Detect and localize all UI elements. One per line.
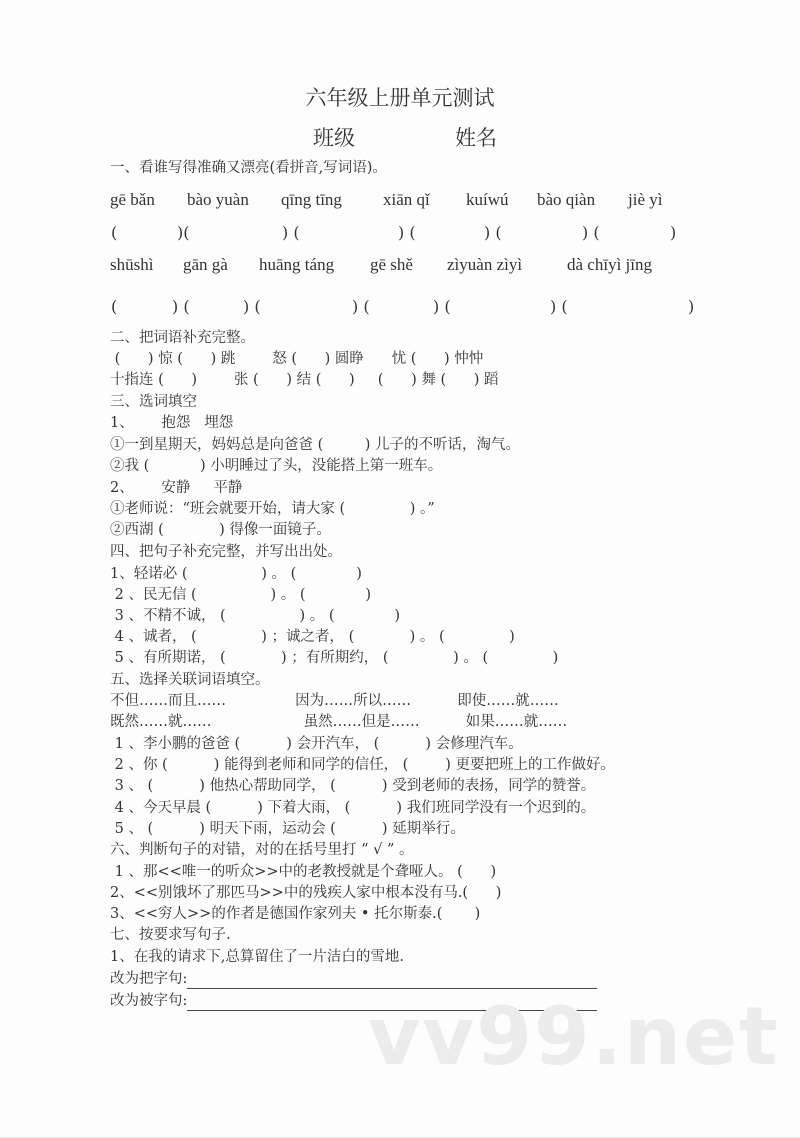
question: 3 、 ( ) 他热心帮助同学， ( ) 受到老师的表扬，同学的赞誉。 <box>110 778 596 794</box>
question: ①一到星期天，妈妈总是向爸爸 ( ) 儿子的不听话，淘气。 <box>110 437 521 453</box>
answer-paren: ) <box>670 223 677 242</box>
pinyin: gān gà <box>183 255 228 274</box>
section-5-heading: 五、选择关联词语填空。 <box>110 672 270 688</box>
question: 2 、民无信 ( ) 。 ( ) <box>110 587 372 603</box>
ba-label: 改为把字句: <box>110 971 188 987</box>
name-label: 姓名 <box>455 126 497 150</box>
watermark: vv99.net <box>368 990 780 1083</box>
section-3-heading: 三、选词填空 <box>110 394 197 410</box>
section-7-heading: 七、按要求写句子. <box>110 927 231 943</box>
answer-paren: ( <box>111 223 118 242</box>
pinyin: shūshì <box>110 255 154 274</box>
answer-paren: ) ( <box>172 297 190 316</box>
pinyin: bào yuàn <box>187 190 249 209</box>
answer-paren: ) ( <box>433 297 451 316</box>
question: ①老师说：“班会就要开始，请大家 ( ) 。” <box>110 501 435 517</box>
section-2-heading: 二、把词语补充完整。 <box>110 330 255 346</box>
section-4-heading: 四、把句子补充完整，并写出出处。 <box>110 544 342 560</box>
answer-paren: ) ( <box>398 223 416 242</box>
pinyin: dà chīyì jīng <box>567 255 652 274</box>
question: ②西湖 ( ) 得像一面镜子。 <box>110 522 331 538</box>
ba-sentence-row <box>110 969 597 989</box>
answer-paren: ) ( <box>282 223 300 242</box>
question: 1 、那<<唯一的听众>>中的老教授就是个聋哑人。 ( ) <box>110 864 497 880</box>
fill-line: 十指连 ( ) 张 ( ) 结 ( ) ( ) 舞 ( ) 蹈 <box>110 372 499 388</box>
class-label: 班级 <box>313 126 355 150</box>
pinyin: huāng táng <box>259 255 335 274</box>
answer-paren: ) ( <box>484 223 502 242</box>
question: ②我 ( ) 小明睡过了头，没能搭上第一班车。 <box>110 458 443 474</box>
answer-paren: ( <box>111 297 118 316</box>
question: 2 、你 ( ) 能得到老师和同学的信任， ( ) 更要把班上的工作做好。 <box>110 757 615 773</box>
question: 3、<<穷人>>的作者是德国作家列夫 • 托尔斯泰.( ) <box>110 906 481 922</box>
answer-paren: ) ( <box>352 297 370 316</box>
pinyin: bào qiàn <box>537 190 596 209</box>
pinyin: kuíwú <box>466 190 509 209</box>
answer-line <box>187 974 597 989</box>
pinyin: qīng tīng <box>281 190 342 209</box>
fill-line: ( ) 惊 ( ) 跳 怒 ( ) 圆睁 忧 ( ) 忡忡 <box>110 351 484 367</box>
bei-label: 改为被字句: <box>110 993 188 1009</box>
question: 1、轻诺必 ( ) 。 ( ) <box>110 566 362 582</box>
word-choices: 1、 抱怨 埋怨 <box>110 415 234 431</box>
pinyin: zìyuàn zìyì <box>447 255 523 274</box>
section-6-heading: 六、判断句子的对错，对的在括号里打 “ √ ” 。 <box>110 842 414 858</box>
question: 4 、诚者， ( ) ；诚之者， ( ) 。 ( ) <box>110 629 515 645</box>
question: 4 、今天早晨 ( ) 下着大雨， ( ) 我们班同学没有一个迟到的。 <box>110 800 596 816</box>
answer-paren: ) <box>688 297 695 316</box>
page-title: 六年级上册单元测试 <box>305 86 495 110</box>
answer-paren: ) ( <box>550 297 568 316</box>
question: 5 、有所期诺， ( ) ；有所期约， ( ) 。 ( ) <box>110 650 559 666</box>
conjunction-choices: 不但……而且…… 因为……所以…… 即使……就…… <box>110 693 559 709</box>
pinyin: gē shě <box>370 255 413 274</box>
answer-paren: ) ( <box>243 297 261 316</box>
question: 1 、李小鹏的爸爸 ( ) 会开汽车， ( ) 会修理汽车。 <box>110 736 523 752</box>
conjunction-choices: 既然……就…… 虽然……但是…… 如果……就…… <box>110 714 568 730</box>
answer-paren: ) ( <box>582 223 600 242</box>
question: 5 、 ( ) 明天下雨，运动会 ( ) 延期举行。 <box>110 821 465 837</box>
pinyin: gē bǎn <box>110 190 155 209</box>
question: 2、<<别饿坏了那匹马>>中的残疾人家中根本没有马.( ) <box>110 885 502 901</box>
word-choices: 2、 安静 平静 <box>110 480 243 496</box>
answer-paren: )( <box>177 223 190 242</box>
section-1-heading: 一、看谁写得准确又漂亮(看拼音,写词语)。 <box>110 160 387 176</box>
question: 3 、不精不诚， ( ) 。 ( ) <box>110 608 401 624</box>
pinyin: jiè yì <box>628 190 663 209</box>
question: 1、在我的请求下,总算留住了一片洁白的雪地. <box>110 949 404 965</box>
pinyin: xiān qǐ <box>383 190 430 209</box>
